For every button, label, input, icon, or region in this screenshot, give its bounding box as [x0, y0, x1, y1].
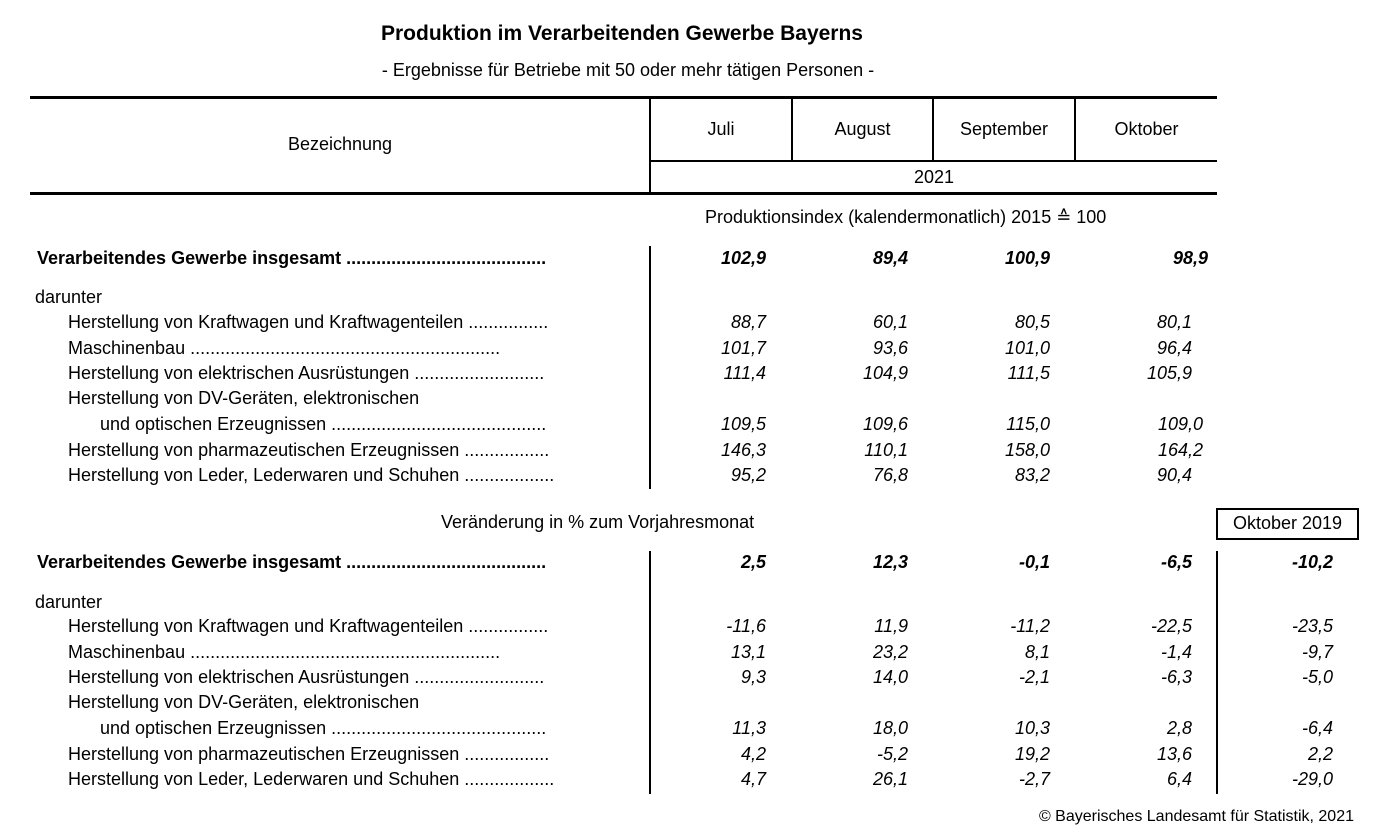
section2-row-value: 18,0	[872, 718, 908, 738]
section1-darunter: darunter	[35, 287, 103, 307]
section1-row-value: 95,2	[730, 465, 766, 485]
section2-row-label: Herstellung von elektrischen Ausrüstungen ..........................	[68, 667, 545, 687]
section2-row-value: 4,7	[740, 769, 766, 789]
section1-row-value: 80,5	[1014, 312, 1050, 332]
table-subtitle: - Ergebnisse für Betriebe mit 50 oder mehr tätigen Personen -	[381, 60, 875, 80]
section1-row-value: 111,5	[1007, 363, 1050, 383]
section1-row-value: 88,7	[730, 312, 766, 332]
section2-row-value: 19,2	[1014, 744, 1050, 764]
section1-row-value: 109,5	[720, 414, 766, 434]
section2-total-label: Verarbeitendes Gewerbe insgesamt ........................................	[37, 552, 547, 572]
section1-row-label: Herstellung von Kraftwagen und Kraftwagenteilen ................	[68, 312, 549, 332]
section1-row-value: 93,6	[872, 338, 908, 358]
section1-row-value: 105,9	[1146, 363, 1192, 383]
section2-row-label: Herstellung von DV-Geräten, elektronischen	[68, 692, 420, 712]
header-year: 2021	[913, 167, 955, 187]
section2-row-value: -11,2	[1010, 616, 1050, 636]
section2-darunter: darunter	[35, 592, 103, 612]
section1-row-value: 96,4	[1156, 338, 1192, 358]
section1-row-value: 101,0	[1004, 338, 1050, 358]
section2-row-value: 8,1	[1024, 642, 1050, 662]
section1-total-value: 98,9	[1172, 248, 1208, 268]
section2-total-value: 12,3	[872, 552, 908, 572]
section2-extra-divider	[1216, 551, 1218, 794]
section1-row-value: 111,4	[723, 363, 766, 383]
section1-row-label: Herstellung von pharmazeutischen Erzeugnissen .................	[68, 440, 550, 460]
section1-row-value: 146,3	[720, 440, 766, 460]
section2-row-value: 11,9	[874, 616, 908, 636]
section1-row-value: 90,4	[1156, 465, 1192, 485]
section2-row-value: -6,3	[1160, 667, 1192, 687]
header-month-oktober: Oktober	[1114, 119, 1179, 139]
section2-row-label: Herstellung von pharmazeutischen Erzeugnissen .................	[68, 744, 550, 764]
section1-row-value: 80,1	[1156, 312, 1192, 332]
section1-row-value: 109,6	[862, 414, 908, 434]
section2-row-value: -6,4	[1301, 718, 1333, 738]
section1-caption: Produktionsindex (kalendermonatlich) 2015 ≙ 100	[705, 207, 1107, 227]
section1-row-value: 110,1	[864, 440, 908, 460]
section1-row-value: 60,1	[872, 312, 908, 332]
section2-row-value: 14,0	[872, 667, 908, 687]
section2-row-value: 23,2	[872, 642, 908, 662]
section1-row-label: Maschinenbau ..............................................................	[68, 338, 501, 358]
section2-row-value: -1,4	[1160, 642, 1192, 662]
section1-row-label-continued: und optischen Erzeugnissen ...........................................	[100, 414, 547, 434]
section2-row-value: -9,7	[1301, 642, 1333, 662]
section1-row-label: Herstellung von DV-Geräten, elektronischen	[68, 388, 420, 408]
section1-row-value: 104,9	[862, 363, 908, 383]
section2-row-value: 10,3	[1014, 718, 1050, 738]
section2-row-value: -23,5	[1291, 616, 1333, 636]
section2-row-label: Maschinenbau ..............................................................	[68, 642, 501, 662]
section2-row-label-continued: und optischen Erzeugnissen ...........................................	[100, 718, 547, 738]
header-bezeichnung: Bezeichnung	[287, 134, 393, 154]
section2-row-value: -5,0	[1301, 667, 1333, 687]
section2-total-value: -10,2	[1291, 552, 1333, 572]
section2-total-value: -0,1	[1018, 552, 1050, 572]
section1-total-label: Verarbeitendes Gewerbe insgesamt ........................................	[37, 248, 547, 268]
section2-total-value: 2,5	[740, 552, 766, 572]
section2-row-value: 11,3	[732, 718, 766, 738]
section1-row-value: 115,0	[1006, 414, 1050, 434]
section2-row-value: -22,5	[1150, 616, 1192, 636]
section1-divider	[649, 246, 651, 489]
section1-row-value: 109,0	[1157, 414, 1203, 434]
section2-row-value: 26,1	[872, 769, 908, 789]
header-bottom-rule	[30, 192, 1217, 195]
section2-row-value: 4,2	[740, 744, 766, 764]
section2-row-value: 2,8	[1166, 718, 1192, 738]
section1-total-value: 102,9	[720, 248, 766, 268]
section2-row-value: -29,0	[1291, 769, 1333, 789]
section2-row-value: -2,7	[1018, 769, 1050, 789]
section2-caption: Veränderung in % zum Vorjahresmonat	[441, 512, 755, 532]
section2-row-value: -11,6	[726, 616, 766, 636]
section2-row-value: 13,6	[1156, 744, 1192, 764]
header-month-juli: Juli	[707, 119, 735, 139]
section1-row-label: Herstellung von Leder, Lederwaren und Schuhen ..................	[68, 465, 555, 485]
section1-total-value: 89,4	[872, 248, 908, 268]
section1-row-value: 76,8	[872, 465, 908, 485]
table-title: Produktion im Verarbeitenden Gewerbe Bayerns	[381, 22, 863, 45]
section1-row-value: 83,2	[1014, 465, 1050, 485]
section1-row-value: 164,2	[1157, 440, 1203, 460]
copyright-footer: © Bayerisches Landesamt für Statistik, 2021	[1038, 808, 1354, 825]
section1-total-value: 100,9	[1004, 248, 1050, 268]
section2-divider	[649, 551, 651, 794]
section2-row-label: Herstellung von Kraftwagen und Kraftwagenteilen ................	[68, 616, 549, 636]
section2-row-value: 6,4	[1166, 769, 1192, 789]
section1-row-value: 158,0	[1004, 440, 1050, 460]
section1-row-label: Herstellung von elektrischen Ausrüstungen ..........................	[68, 363, 545, 383]
section1-row-value: 101,7	[720, 338, 766, 358]
section2-total-value: -6,5	[1160, 552, 1192, 572]
section2-row-label: Herstellung von Leder, Lederwaren und Schuhen ..................	[68, 769, 555, 789]
section2-extra-header: Oktober 2019	[1216, 508, 1359, 540]
section2-row-value: 9,3	[740, 667, 766, 687]
section2-row-value: -5,2	[876, 744, 908, 764]
header-month-august: August	[834, 119, 891, 139]
section2-row-value: 2,2	[1307, 744, 1333, 764]
header-top-rule	[30, 96, 1217, 99]
section2-row-value: 13,1	[730, 642, 766, 662]
section2-row-value: -2,1	[1018, 667, 1050, 687]
header-month-september: September	[959, 119, 1049, 139]
